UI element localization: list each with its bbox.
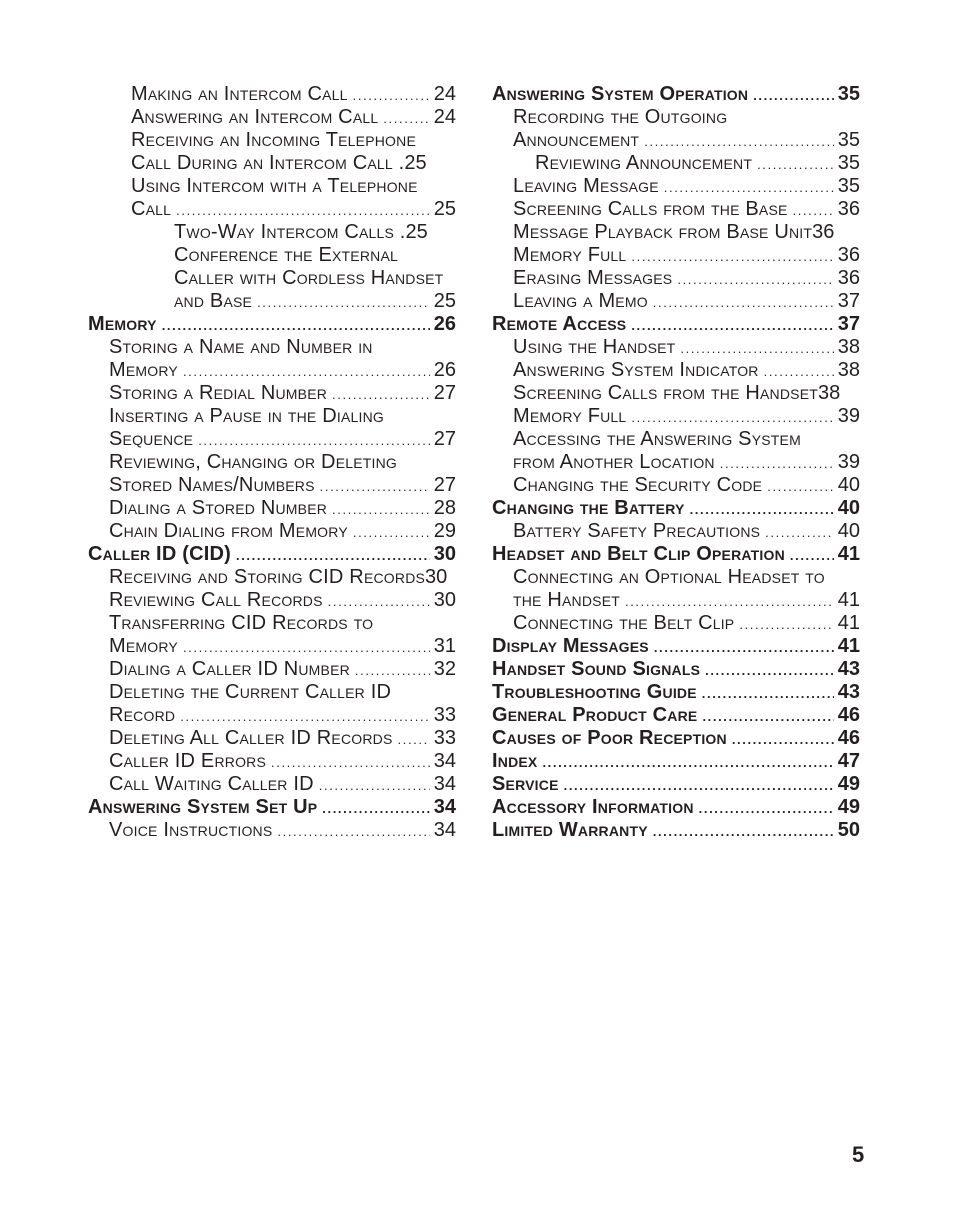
toc-entry-page: 36 bbox=[837, 244, 860, 266]
dot-leader bbox=[702, 682, 834, 705]
dot-leader bbox=[793, 199, 834, 222]
toc-entry-title: Answering an Intercom Call bbox=[131, 106, 379, 128]
toc-entry-page: 36 bbox=[812, 221, 835, 243]
toc-entry-page: 40 bbox=[837, 497, 860, 519]
toc-entry-page: 27 bbox=[433, 474, 456, 496]
toc-entry-title: Recording the Outgoing bbox=[513, 106, 728, 128]
toc-entry-accessing-the-answering-system bbox=[492, 428, 860, 451]
toc-entry-voice-instructions bbox=[88, 819, 456, 842]
toc-entry-title: Receiving and Storing CID Records bbox=[109, 566, 426, 588]
toc-entry-page: 50 bbox=[837, 819, 860, 841]
toc-entry-call-during-an-intercom-call bbox=[88, 152, 456, 175]
toc-entry-recording-the-outgoing bbox=[492, 106, 860, 129]
toc-entry-receiving-an-incoming-telephone bbox=[88, 129, 456, 152]
toc-entry-title: Connecting an Optional Headset to bbox=[513, 566, 825, 588]
toc-entry-page: 36 bbox=[837, 198, 860, 220]
toc-entry-call bbox=[88, 198, 456, 221]
toc-entry-reviewing-announcement bbox=[492, 152, 860, 175]
dot-leader bbox=[631, 406, 833, 429]
toc-entry-title: Answering System Set Up bbox=[88, 796, 318, 818]
toc-entry-title: Call During an Intercom Call . bbox=[131, 152, 405, 174]
toc-entry-page: 38 bbox=[837, 336, 860, 358]
toc-entry-troubleshooting-guide bbox=[492, 681, 860, 704]
toc-entry-title: the Handset bbox=[513, 589, 620, 611]
toc-entry-page: 28 bbox=[433, 497, 456, 519]
dot-leader bbox=[277, 820, 429, 843]
toc-entry-page: 38 bbox=[837, 359, 860, 381]
toc-entry-conference-the-external bbox=[88, 244, 456, 267]
dot-leader bbox=[664, 176, 834, 199]
toc-entry-title: Inserting a Pause in the Dialing bbox=[109, 405, 384, 427]
toc-entry-memory-full bbox=[492, 405, 860, 428]
toc-entry-title: Remote Access bbox=[492, 313, 627, 335]
toc-entry-title: Stored Names/Numbers bbox=[109, 474, 315, 496]
toc-entry-storing-a-redial-number bbox=[88, 382, 456, 405]
toc-entry-changing-the-security-code bbox=[492, 474, 860, 497]
dot-leader bbox=[322, 797, 429, 820]
dot-leader bbox=[680, 337, 833, 360]
toc-entry-title: Limited Warranty bbox=[492, 819, 648, 841]
toc-entry-announcement bbox=[492, 129, 860, 152]
toc-entry-page: 40 bbox=[837, 520, 860, 542]
toc-entry-caller-with-cordless-handset bbox=[88, 267, 456, 290]
toc-entry-title: Reviewing, Changing or Deleting bbox=[109, 451, 398, 473]
dot-leader bbox=[753, 84, 834, 107]
toc-entry-page: 35 bbox=[837, 129, 860, 151]
dot-leader bbox=[790, 544, 834, 567]
dot-leader bbox=[183, 360, 430, 383]
dot-leader bbox=[180, 705, 430, 728]
dot-leader bbox=[677, 268, 833, 291]
toc-entry-memory bbox=[88, 313, 456, 336]
toc-entry-page: 47 bbox=[837, 750, 860, 772]
toc-entry-answering-an-intercom-call bbox=[88, 106, 456, 129]
toc-entry-title: Deleting the Current Caller ID bbox=[109, 681, 392, 703]
toc-entry-chain-dialing-from-memory bbox=[88, 520, 456, 543]
toc-entry-title: Accessing the Answering System bbox=[513, 428, 801, 450]
dot-leader bbox=[319, 774, 430, 797]
toc-entry-making-an-intercom-call bbox=[88, 83, 456, 106]
toc-entry-transferring-cid-records-to bbox=[88, 612, 456, 635]
toc-entry-connecting-the-belt-clip bbox=[492, 612, 860, 635]
toc-entry-title: Troubleshooting Guide bbox=[492, 681, 697, 703]
toc-entry-memory-full bbox=[492, 244, 860, 267]
toc-entry-page: 27 bbox=[433, 382, 456, 404]
toc-entry-dialing-a-caller-id-number bbox=[88, 658, 456, 681]
toc-right-column bbox=[492, 83, 860, 842]
dot-leader bbox=[383, 107, 429, 130]
dot-leader bbox=[564, 774, 834, 797]
toc-entry-page: 25 bbox=[405, 221, 428, 243]
toc-left-column bbox=[88, 83, 456, 842]
toc-entry-using-intercom-with-a-telephone bbox=[88, 175, 456, 198]
dot-leader bbox=[176, 199, 430, 222]
toc-entry-memory bbox=[88, 635, 456, 658]
toc-entry-page: 41 bbox=[837, 612, 860, 634]
toc-entry-page: 27 bbox=[433, 428, 456, 450]
toc-entry-title: Reviewing Call Records bbox=[109, 589, 323, 611]
toc-entry-handset-sound-signals bbox=[492, 658, 860, 681]
toc-entry-title: Using Intercom with a Telephone bbox=[131, 175, 418, 197]
dot-leader bbox=[320, 475, 430, 498]
dot-leader bbox=[644, 130, 834, 153]
dot-leader bbox=[653, 291, 834, 314]
toc-entry-title: Deleting All Caller ID Records bbox=[109, 727, 393, 749]
toc-entry-page: 38 bbox=[818, 382, 841, 404]
toc-entry-title: Using the Handset bbox=[513, 336, 676, 358]
toc-entry-general-product-care bbox=[492, 704, 860, 727]
toc-entry-title: Leaving a Memo bbox=[513, 290, 648, 312]
toc-entry-title: Memory Full bbox=[513, 405, 627, 427]
toc-entry-title: Caller with Cordless Handset bbox=[174, 267, 444, 289]
toc-entry-page: 34 bbox=[433, 796, 456, 818]
toc-entry-title: Display Messages bbox=[492, 635, 649, 657]
toc-entry-page: 41 bbox=[837, 589, 860, 611]
toc-entry-title: Storing a Name and Number in bbox=[109, 336, 373, 358]
toc-entry-page: 25 bbox=[404, 152, 427, 174]
dot-leader bbox=[631, 314, 833, 337]
toc-entry-index bbox=[492, 750, 860, 773]
toc-entry-title: Index bbox=[492, 750, 538, 772]
toc-entry-memory bbox=[88, 359, 456, 382]
dot-leader bbox=[236, 544, 430, 567]
toc-entry-title: Sequence bbox=[109, 428, 194, 450]
toc-entry-page: 49 bbox=[837, 796, 860, 818]
dot-leader bbox=[765, 521, 834, 544]
toc-entry-service bbox=[492, 773, 860, 796]
toc-entry-title: Voice Instructions bbox=[109, 819, 273, 841]
dot-leader bbox=[705, 659, 834, 682]
toc-entry-reviewing-changing-or-deleting bbox=[88, 451, 456, 474]
toc-entry-title: Message Playback from Base Unit bbox=[513, 221, 813, 243]
toc-entry-causes-of-poor-reception bbox=[492, 727, 860, 750]
toc-entry-leaving-message bbox=[492, 175, 860, 198]
toc-entry-reviewing-call-records bbox=[88, 589, 456, 612]
toc-entry-screening-calls-from-the-base bbox=[492, 198, 860, 221]
toc-entry-from-another-location bbox=[492, 451, 860, 474]
toc-entry-title: Screening Calls from the Base bbox=[513, 198, 788, 220]
toc-entry-sequence bbox=[88, 428, 456, 451]
toc-entry-title: Answering System Operation bbox=[492, 83, 749, 105]
toc-entry-title: Accessory Information bbox=[492, 796, 694, 818]
toc-entry-battery-safety-precautions bbox=[492, 520, 860, 543]
toc-entry-page: 33 bbox=[433, 727, 456, 749]
toc-entry-title: Dialing a Stored Number bbox=[109, 497, 328, 519]
toc-entry-title: Making an Intercom Call bbox=[131, 83, 348, 105]
toc-entry-page: 40 bbox=[837, 474, 860, 496]
toc-entry-page: 37 bbox=[837, 313, 860, 335]
toc-entry-title: Battery Safety Precautions bbox=[513, 520, 761, 542]
toc-entry-title: Announcement bbox=[513, 129, 640, 151]
toc-entry-answering-system-indicator bbox=[492, 359, 860, 382]
toc-entry-dialing-a-stored-number bbox=[88, 497, 456, 520]
toc-entry-page: 31 bbox=[433, 635, 456, 657]
toc-entry-accessory-information bbox=[492, 796, 860, 819]
toc-entry-page: 39 bbox=[837, 405, 860, 427]
toc-entry-title: Storing a Redial Number bbox=[109, 382, 328, 404]
toc-entry-page: 35 bbox=[837, 83, 860, 105]
dot-leader bbox=[732, 728, 834, 751]
toc-entry-page: 34 bbox=[433, 819, 456, 841]
toc-entry-and-base bbox=[88, 290, 456, 313]
dot-leader bbox=[631, 245, 833, 268]
toc-entry-title: Record bbox=[109, 704, 176, 726]
toc-entry-title: Memory Full bbox=[513, 244, 627, 266]
toc-entry-title: Caller ID Errors bbox=[109, 750, 267, 772]
dot-leader bbox=[690, 498, 834, 521]
toc-entry-remote-access bbox=[492, 313, 860, 336]
toc-entry-page: 33 bbox=[433, 704, 456, 726]
page-number: 5 bbox=[852, 1142, 865, 1167]
toc-entry-stored-names-numbers bbox=[88, 474, 456, 497]
toc-entry-title: Memory bbox=[109, 359, 178, 381]
toc-entry-page: 26 bbox=[433, 313, 456, 335]
toc-entry-storing-a-name-and-number-in bbox=[88, 336, 456, 359]
dot-leader bbox=[271, 751, 430, 774]
toc-entry-title: Dialing a Caller ID Number bbox=[109, 658, 350, 680]
toc-entry-page: 24 bbox=[433, 106, 456, 128]
dot-leader bbox=[257, 291, 430, 314]
toc-entry-page: 30 bbox=[433, 589, 456, 611]
toc-entry-title: Screening Calls from the Handset bbox=[513, 382, 818, 404]
toc-entry-title: General Product Care bbox=[492, 704, 698, 726]
dot-leader bbox=[332, 498, 430, 521]
dot-leader bbox=[398, 728, 430, 751]
toc-entry-title: Headset and Belt Clip Operation bbox=[492, 543, 785, 565]
toc-entry-record bbox=[88, 704, 456, 727]
toc-entry-page: 25 bbox=[433, 290, 456, 312]
dot-leader bbox=[767, 475, 834, 498]
toc-entry-title: Caller ID (CID) bbox=[88, 543, 231, 565]
toc-entry-title: Chain Dialing from Memory bbox=[109, 520, 348, 542]
toc-entry-page: 43 bbox=[837, 658, 860, 680]
dot-leader bbox=[757, 153, 834, 176]
toc-entry-page: 35 bbox=[837, 175, 860, 197]
toc-entry-display-messages bbox=[492, 635, 860, 658]
toc-entry-title: Receiving an Incoming Telephone bbox=[131, 129, 416, 151]
dot-leader bbox=[183, 636, 430, 659]
toc-entry-title: Transferring CID Records to bbox=[109, 612, 374, 634]
toc-entry-changing-the-battery bbox=[492, 497, 860, 520]
toc-entry-title: Changing the Security Code bbox=[513, 474, 763, 496]
toc-entry-message-playback-from-base-unit bbox=[492, 221, 860, 244]
toc-entry-page: 49 bbox=[837, 773, 860, 795]
toc-entry-page: 34 bbox=[433, 773, 456, 795]
dot-leader bbox=[542, 751, 833, 774]
dot-leader bbox=[353, 521, 430, 544]
toc-entry-title: Two-Way Intercom Calls . bbox=[174, 221, 406, 243]
toc-entry-call-waiting-caller-id bbox=[88, 773, 456, 796]
toc-entry-page: 25 bbox=[433, 198, 456, 220]
toc-entry-leaving-a-memo bbox=[492, 290, 860, 313]
toc-entry-page: 41 bbox=[837, 543, 860, 565]
toc-entry-page: 46 bbox=[837, 727, 860, 749]
dot-leader bbox=[198, 429, 430, 452]
toc-entry-inserting-a-pause-in-the-dialing bbox=[88, 405, 456, 428]
toc-entry-title: Call Waiting Caller ID bbox=[109, 773, 314, 795]
toc-entry-connecting-an-optional-headset-to bbox=[492, 566, 860, 589]
toc-entry-title: Reviewing Announcement bbox=[535, 152, 753, 174]
toc-entry-page: 35 bbox=[837, 152, 860, 174]
toc-entry-answering-system-set-up bbox=[88, 796, 456, 819]
toc-entry-the-handset bbox=[492, 589, 860, 612]
dot-leader bbox=[328, 590, 430, 613]
toc-entry-caller-id-errors bbox=[88, 750, 456, 773]
toc-entry-answering-system-operation bbox=[492, 83, 860, 106]
toc-entry-page: 30 bbox=[425, 566, 448, 588]
toc-entry-page: 46 bbox=[837, 704, 860, 726]
toc-entry-title: Erasing Messages bbox=[513, 267, 673, 289]
toc-entry-title: Conference the External bbox=[174, 244, 398, 266]
dot-leader bbox=[654, 636, 834, 659]
dot-leader bbox=[702, 705, 833, 728]
toc-entry-title: Memory bbox=[109, 635, 178, 657]
toc-entry-title: Answering System Indicator bbox=[513, 359, 759, 381]
toc-entry-page: 41 bbox=[837, 635, 860, 657]
toc-entry-deleting-the-current-caller-id bbox=[88, 681, 456, 704]
toc-entry-headset-and-belt-clip-operation bbox=[492, 543, 860, 566]
toc-entry-page: 29 bbox=[433, 520, 456, 542]
toc-entry-title: from Another Location bbox=[513, 451, 715, 473]
dot-leader bbox=[353, 84, 430, 107]
dot-leader bbox=[699, 797, 834, 820]
toc-entry-receiving-and-storing-cid-records bbox=[88, 566, 456, 589]
toc-entry-caller-id-cid bbox=[88, 543, 456, 566]
toc-entry-page: 30 bbox=[433, 543, 456, 565]
toc-entry-title: Memory bbox=[88, 313, 157, 335]
dot-leader bbox=[739, 613, 833, 636]
toc-entry-erasing-messages bbox=[492, 267, 860, 290]
toc-entry-page: 34 bbox=[433, 750, 456, 772]
dot-leader bbox=[720, 452, 834, 475]
dot-leader bbox=[625, 590, 834, 613]
dot-leader bbox=[355, 659, 430, 682]
toc-entry-page: 37 bbox=[837, 290, 860, 312]
dot-leader bbox=[332, 383, 430, 406]
toc-entry-page: 26 bbox=[433, 359, 456, 381]
toc-entry-title: and Base bbox=[174, 290, 253, 312]
toc-entry-deleting-all-caller-id-records bbox=[88, 727, 456, 750]
toc-entry-title: Connecting the Belt Clip bbox=[513, 612, 735, 634]
toc-entry-title: Changing the Battery bbox=[492, 497, 685, 519]
toc-entry-page: 43 bbox=[837, 681, 860, 703]
toc-entry-title: Causes of Poor Reception bbox=[492, 727, 727, 749]
toc-entry-two-way-intercom-calls bbox=[88, 221, 456, 244]
toc-entry-title: Service bbox=[492, 773, 559, 795]
toc-entry-title: Leaving Message bbox=[513, 175, 659, 197]
toc-entry-page: 32 bbox=[433, 658, 456, 680]
toc-entry-title: Call bbox=[131, 198, 172, 220]
toc-entry-page: 24 bbox=[433, 83, 456, 105]
dot-leader bbox=[162, 314, 430, 337]
toc-entry-title: Handset Sound Signals bbox=[492, 658, 701, 680]
toc-entry-page: 36 bbox=[837, 267, 860, 289]
toc-entry-page: 39 bbox=[837, 451, 860, 473]
toc-entry-using-the-handset bbox=[492, 336, 860, 359]
toc-entry-limited-warranty bbox=[492, 819, 860, 842]
dot-leader bbox=[653, 820, 834, 843]
toc-entry-screening-calls-from-the-handset bbox=[492, 382, 860, 405]
dot-leader bbox=[764, 360, 834, 383]
